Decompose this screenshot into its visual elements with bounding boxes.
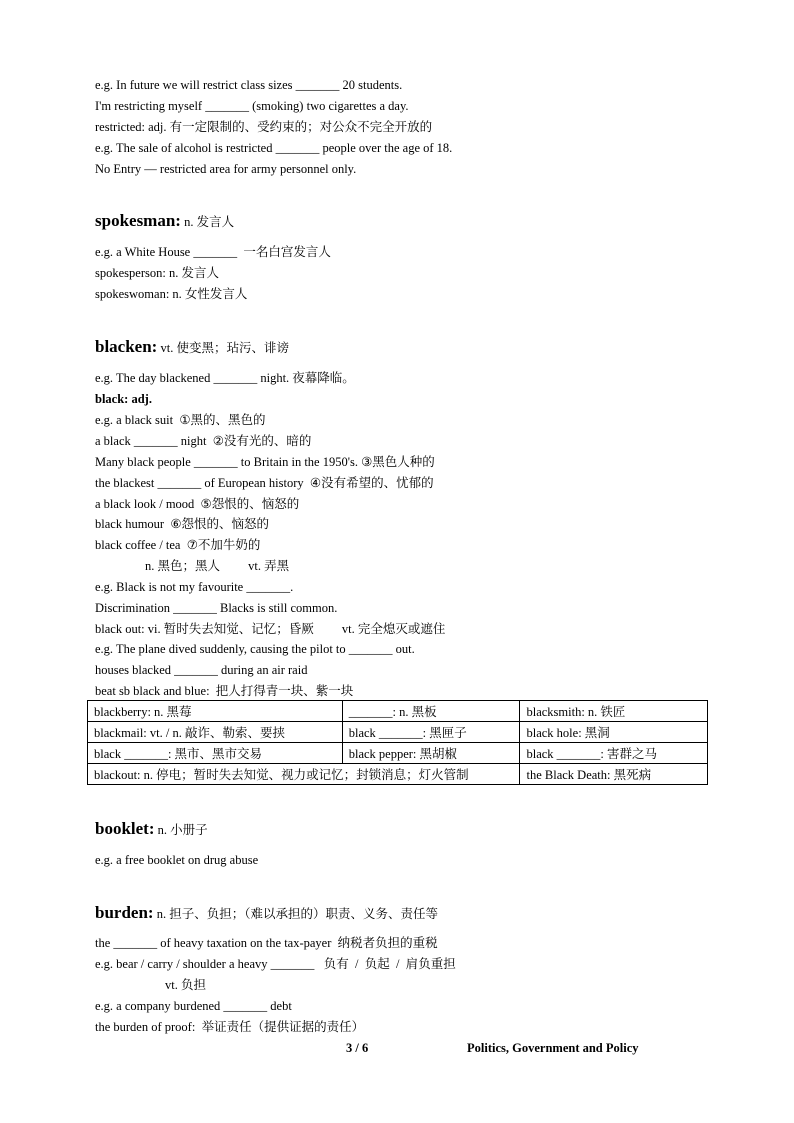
table-cell: black _______: 害群之马: [520, 743, 708, 764]
intro-line-4: e.g. The sale of alcohol is restricted _______ people over the age of 18.: [95, 141, 453, 155]
black-line-9: Discrimination _______ Blacks is still common.: [95, 601, 338, 615]
black-compounds-table: [87, 700, 708, 785]
entry-heading-burden: [95, 903, 438, 923]
spokesman-line-2: spokesperson: n. 发言人: [95, 266, 219, 280]
entry-heading-booklet: [95, 819, 208, 839]
black-noun-verb-line: n. 黑色；黑人 vt. 弄黑: [145, 559, 290, 573]
black-line-3: Many black people _______ to Britain in the 1950's. ③黑色人种的: [95, 455, 435, 469]
table-cell: black pepper: 黑胡椒: [342, 743, 520, 764]
black-line-4: the blackest _______ of European history ④没有希望的、忧郁的: [95, 476, 434, 490]
black-line-7: black coffee / tea ⑦不加牛奶的: [95, 538, 261, 552]
table-row: [88, 764, 708, 785]
entry-heading-blacken: [95, 337, 289, 357]
table-row: [88, 722, 708, 743]
black-adj-label: black: adj.: [95, 392, 152, 406]
table-row: [88, 701, 708, 722]
table-cell: _______: n. 黑板: [342, 701, 520, 722]
table-cell: black _______: 黑匣子: [342, 722, 520, 743]
page-number: 3 / 6: [346, 1041, 369, 1055]
headword: blacken:: [95, 337, 158, 356]
intro-line-1: e.g. In future we will restrict class sizes _______ 20 students.: [95, 78, 403, 92]
spokesman-line-1: e.g. a White House _______ 一名白宫发言人: [95, 245, 331, 259]
intro-line-2: I'm restricting myself _______ (smoking) two cigarettes a day.: [95, 99, 409, 113]
black-line-11: e.g. The plane dived suddenly, causing the pilot to _______ out.: [95, 642, 415, 656]
headword: spokesman:: [95, 211, 181, 230]
headword: booklet:: [95, 819, 155, 838]
headword-definition: n. 小册子: [154, 823, 208, 837]
booklet-example: e.g. a free booklet on drug abuse: [95, 853, 259, 867]
document-title: Politics, Government and Policy: [467, 1041, 639, 1055]
black-line-13: beat sb black and blue: 把人打得青一块、紫一块: [95, 684, 354, 698]
blacken-example: e.g. The day blackened _______ night. 夜幕降临。: [95, 371, 355, 385]
table-cell: blackmail: vt. / n. 敲诈、勒索、要挟: [88, 722, 343, 743]
burden-line-2: e.g. bear / carry / shoulder a heavy _______ 负有 / 负起 / 肩负重担: [95, 957, 456, 971]
headword-definition: n. 担子、负担；（难以承担的）职责、义务、责任等: [153, 907, 438, 921]
entry-heading-spokesman: [95, 211, 234, 231]
table-cell: black _______: 黑市、黑市交易: [88, 743, 343, 764]
intro-line-3: restricted: adj. 有一定限制的、受约束的；对公众不完全开放的: [95, 120, 433, 134]
table-cell: blackout: n. 停电；暂时失去知觉、视力或记忆；封锁消息；灯火管制: [88, 764, 520, 785]
table-row: [88, 743, 708, 764]
headword-definition: vt. 使变黑；玷污、诽谤: [157, 341, 289, 355]
table-cell: blackberry: n. 黑莓: [88, 701, 343, 722]
black-line-12: houses blacked _______ during an air raid: [95, 663, 308, 677]
black-line-5: a black look / mood ⑤怨恨的、恼怒的: [95, 497, 300, 511]
black-line-8: e.g. Black is not my favourite _______.: [95, 580, 294, 594]
intro-line-5: No Entry — restricted area for army personnel only.: [95, 162, 357, 176]
black-line-2: a black _______ night ②没有光的、暗的: [95, 434, 312, 448]
black-line-1: e.g. a black suit ①黑的、黑色的: [95, 413, 266, 427]
burden-line-3: e.g. a company burdened _______ debt: [95, 999, 292, 1013]
burden-verb-line: vt. 负担: [165, 978, 206, 992]
black-line-6: black humour ⑥怨恨的、恼怒的: [95, 517, 270, 531]
black-line-10: black out: vi. 暂时失去知觉、记忆；昏厥 vt. 完全熄灭或遮住: [95, 622, 446, 636]
burden-line-4: the burden of proof: 举证责任（提供证据的责任）: [95, 1020, 365, 1034]
table-cell: blacksmith: n. 铁匠: [520, 701, 708, 722]
spokesman-line-3: spokeswoman: n. 女性发言人: [95, 287, 248, 301]
headword: burden:: [95, 903, 154, 922]
table-cell: the Black Death: 黑死病: [520, 764, 708, 785]
headword-definition: n. 发言人: [180, 215, 235, 229]
table-cell: black hole: 黑洞: [520, 722, 708, 743]
burden-line-1: the _______ of heavy taxation on the tax-payer 纳税者负担的重税: [95, 936, 438, 950]
